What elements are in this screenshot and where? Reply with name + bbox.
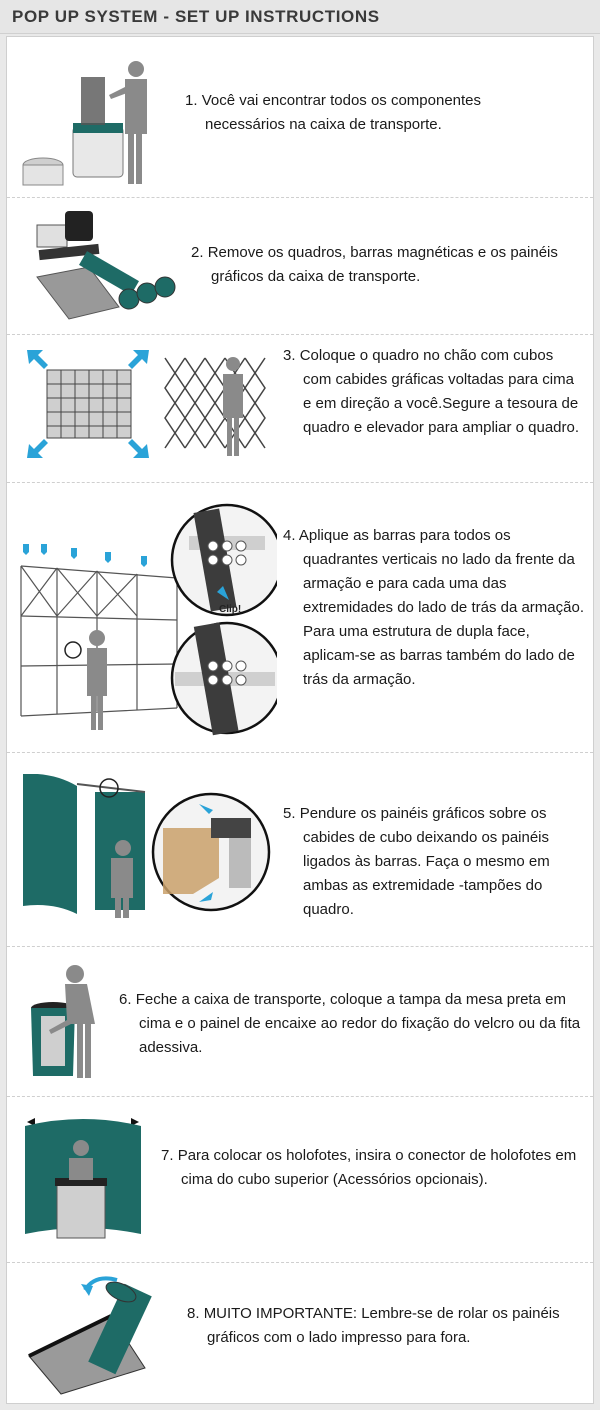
- step-8-text: [187, 1302, 585, 1350]
- header-bar: [0, 0, 600, 34]
- step-number: 1.: [185, 92, 198, 109]
- step-6: [7, 946, 593, 1097]
- step-3-text: [283, 344, 583, 440]
- step-1: [7, 37, 593, 198]
- step-number: 2.: [191, 244, 204, 261]
- step-5: [7, 752, 593, 947]
- step-number: 5.: [283, 805, 296, 822]
- step-4-text: [283, 524, 585, 692]
- step-2-illustration: [29, 207, 179, 327]
- step-4-illustration: [17, 496, 277, 741]
- step-2-text: [191, 241, 571, 289]
- step-description: Feche a caixa de transporte, coloque a tampa da mesa preta em cima e o painel de encaixe ao redor do fixação do velcro ou da fita adessiva.: [135, 991, 581, 1056]
- step-number: 6.: [119, 991, 132, 1008]
- step-4: [7, 482, 593, 753]
- step-description: Pendure os painéis gráficos sobre os cabides de cubo deixando os painéis ligados às barras. Faça o mesmo em ambas as extremidade -tampões do quadro.: [299, 805, 550, 918]
- step-description: Você vai encontrar todos os componentes necessários na caixa de transporte.: [201, 92, 482, 133]
- step-6-illustration: [29, 964, 119, 1084]
- step-5-illustration: [23, 774, 273, 919]
- step-1-illustration: [21, 57, 171, 192]
- step-5-text: [283, 802, 583, 922]
- instructions-panel: [6, 36, 594, 1404]
- step-number: 3.: [283, 347, 296, 364]
- step-6-text: [119, 988, 581, 1060]
- step-7: [7, 1096, 593, 1263]
- step-description: Remove os quadros, barras magnéticas e os painéis gráficos da caixa de transporte.: [207, 244, 558, 285]
- step-1-text: [185, 89, 565, 137]
- step-7-text: [161, 1144, 581, 1192]
- page-title: POP UP SYSTEM - SET UP INSTRUCTIONS: [12, 7, 380, 26]
- clip-label: Clip!: [219, 604, 242, 615]
- step-number: 8.: [187, 1305, 200, 1322]
- step-number: 4.: [283, 527, 296, 544]
- step-description: Para colocar os holofotes, insira o conector de holofotes em cima do cubo superior (Acessórios opcionais).: [177, 1147, 577, 1188]
- step-7-illustration: [23, 1114, 143, 1244]
- step-3-illustration: [25, 348, 285, 468]
- step-2: [7, 197, 593, 335]
- step-number: 7.: [161, 1147, 174, 1164]
- step-description: MUITO IMPORTANTE: Lembre-se de rolar os painéis gráficos com o lado impresso para fora.: [203, 1305, 560, 1346]
- step-8-illustration: [25, 1276, 155, 1396]
- step-8: [7, 1262, 593, 1403]
- step-description: Aplique as barras para todos os quadrantes verticais no lado da frente da armação e para cada uma das extremidades do lado de trás da armação. Para uma estrutura de dupla face, aplicam-se as barras também do lado de trás da armação.: [298, 527, 584, 688]
- step-description: Coloque o quadro no chão com cubos com cabides gráficas voltadas para cima e em direção a você.Segure a tesoura de quadro e elevador para ampliar o quadro.: [299, 347, 580, 436]
- step-3: [7, 334, 593, 483]
